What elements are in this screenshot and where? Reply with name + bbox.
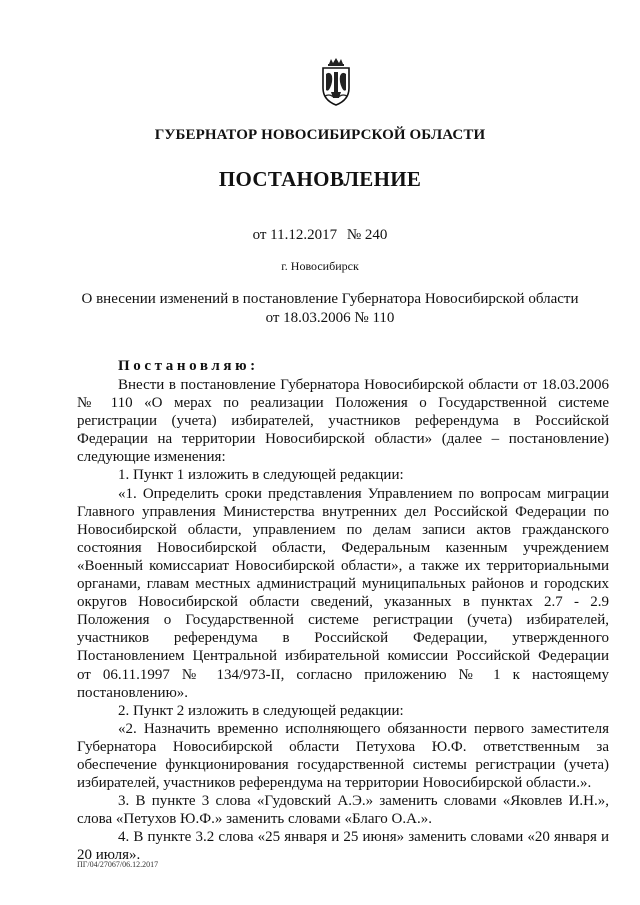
body-line: Главного управления Министерства внутренних дел Российской Федерации по [77, 503, 609, 520]
body-line: избирателей, участников референдума на территории Новосибирской области.». [77, 775, 592, 792]
date-number-line [0, 227, 640, 244]
subject-line: от 18.03.2006 № 110 [265, 310, 395, 326]
body-line: «2. Назначить временно исполняющего обязанности первого заместителя [118, 720, 609, 737]
body-line: округов Новосибирской области сведений, указанных в пунктах 2.7 - 2.9 [77, 594, 609, 611]
body-line: состояния Новосибирской области, Федеральным казенным учреждением [77, 539, 609, 556]
body-line: Внести в постановление Губернатора Новосибирской области от 18.03.2006 [118, 377, 609, 393]
body-line: 3. В пункте 3 слова «Гудовский А.Э.» заменить словами «Яковлев И.Н.», [118, 793, 609, 810]
footer-code: ПГ/04/27067/06.12.2017 [77, 860, 159, 869]
body-line: следующие изменения: [77, 449, 226, 466]
body-line: от 06.11.1997 № 134/973-II, согласно приложению № 1 к настоящему [77, 666, 609, 683]
organization-title: ГУБЕРНАТОР НОВОСИБИРСКОЙ ОБЛАСТИ [154, 127, 486, 143]
document-type: ПОСТАНОВЛЕНИЕ [218, 167, 422, 191]
body-line: Губернатора Новосибирской области Петухова Ю.Ф. ответственным за [77, 738, 609, 755]
body-line: постановлению». [77, 684, 189, 701]
subject-line: О внесении изменений в постановление Губернатора Новосибирской области [81, 291, 579, 307]
city: г. Новосибирск [281, 259, 359, 273]
body-line: 4. В пункте 3.2 слова «25 января и 25 июня» заменить словами «20 января и [118, 829, 609, 846]
body-line: органами, главам местных администраций муниципальных районов и городских [77, 576, 609, 593]
body-line: обеспечение функционирования государственной системы регистрации (учета) [77, 756, 609, 773]
body-line: слова «Петухов Ю.Ф.» заменить словами «Благо О.А.». [77, 811, 432, 828]
coat-of-arms-icon [316, 58, 356, 106]
body-line: Положения о Государственной системе регистрации (учета) избирателей, [77, 612, 609, 629]
document-subject [60, 290, 600, 328]
body-line: Постановлением Центральной избирательной комиссии Российской Федерации [77, 648, 609, 665]
body-line: 20 июля». [77, 847, 141, 864]
body-text [77, 376, 609, 865]
body-line: «Военный комиссариат Новосибирской области», а также их территориальными [77, 557, 609, 574]
body-line: регистрации (учета) избирателей, участников референдума в Российской [77, 413, 609, 430]
body-line: 1. Пункт 1 изложить в следующей редакции: [118, 467, 404, 484]
resolve-heading: Постановляю: [118, 358, 259, 374]
document-number: № 240 [346, 227, 388, 243]
body-line: «1. Определить сроки представления Управлением по вопросам миграции [118, 485, 609, 502]
body-line: участников референдума в Российской Федерации, утвержденного [77, 630, 609, 647]
body-line: Новосибирской области, управлением по делам записи актов гражданского [77, 521, 609, 538]
body-line: Федерации на территории Новосибирской области» (далее – постановление) [77, 431, 609, 448]
document-date: от 11.12.2017 [252, 227, 338, 243]
body-line: № 110 «О мерах по реализации Положения о Государственной системе [77, 395, 609, 412]
body-line: 2. Пункт 2 изложить в следующей редакции: [118, 702, 404, 719]
